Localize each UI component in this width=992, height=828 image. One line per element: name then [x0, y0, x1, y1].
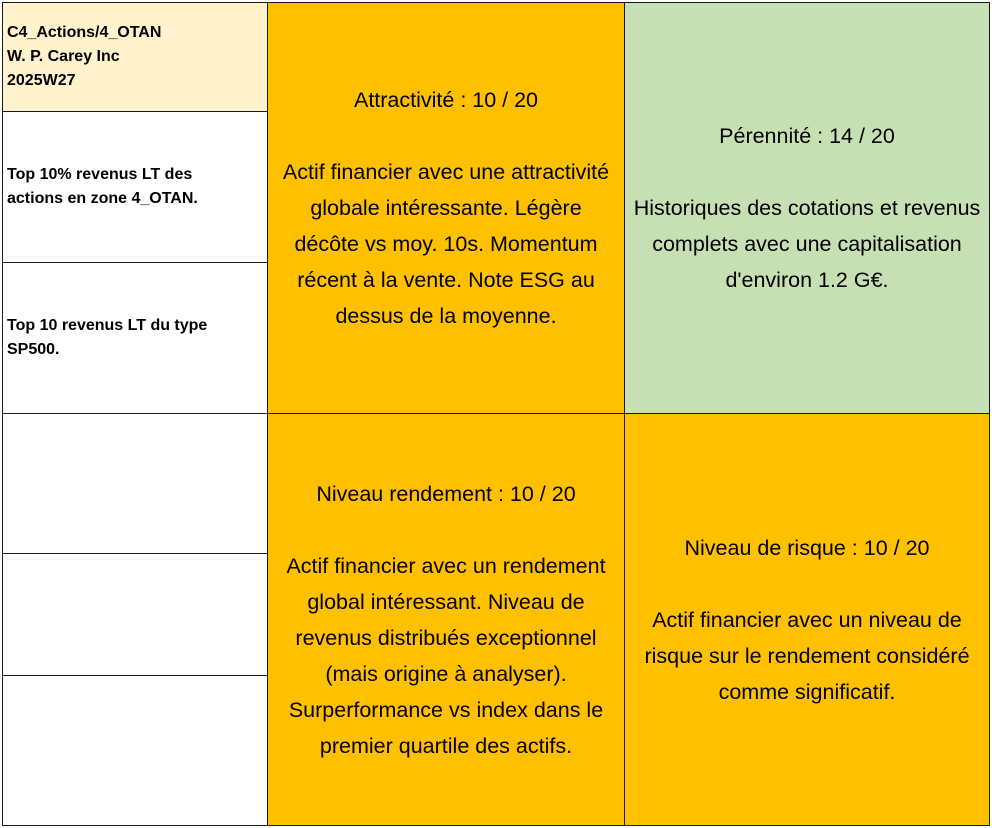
- header-cell: [2, 2, 268, 112]
- rendement-cell: [267, 413, 625, 826]
- perennite-text: Historiques des cotations et revenus complets avec une capitalisation d'environ 1.2 G€.: [633, 196, 981, 292]
- company-name: W. P. Carey Inc: [7, 48, 120, 65]
- rendement-title: Niveau rendement : 10 / 20: [316, 481, 576, 506]
- risque-text: Actif financier avec un niveau de risque sur le rendement considéré comme significatif.: [644, 607, 970, 704]
- period-label: 2025W27: [7, 72, 76, 89]
- attractivite-cell: [267, 2, 625, 414]
- perennite-cell: [624, 2, 990, 414]
- category-label: C4_Actions/4_OTAN: [7, 24, 162, 41]
- empty-cell-1: [2, 413, 268, 554]
- top10-type-text: Top 10 revenus LT du type SP500.: [7, 317, 208, 358]
- attractivite-title: Attractivité : 10 / 20: [353, 88, 539, 112]
- top10-pct-cell: [2, 111, 268, 263]
- risque-title: Niveau de risque : 10 / 20: [684, 535, 930, 560]
- top10-type-cell: [2, 262, 268, 414]
- perennite-title: Pérennité : 14 / 20: [719, 124, 895, 148]
- empty-cell-3: [2, 675, 268, 826]
- rendement-text: Actif financier avec un rendement global intéressant. Niveau de revenus distribués exceptionnel (mais origine à analyser). Surperformance vs index dans le premier quartile des actifs.: [286, 553, 606, 758]
- risque-cell: [624, 413, 990, 826]
- top10-pct-text: Top 10% revenus LT des actions en zone 4_OTAN.: [7, 166, 198, 207]
- attractivite-text: Actif financier avec une attractivité globale intéressante. Légère décôte vs moy. 10s. Momentum récent à la vente. Note ESG au dessus de la moyenne.: [282, 160, 610, 328]
- empty-cell-2: [2, 553, 268, 676]
